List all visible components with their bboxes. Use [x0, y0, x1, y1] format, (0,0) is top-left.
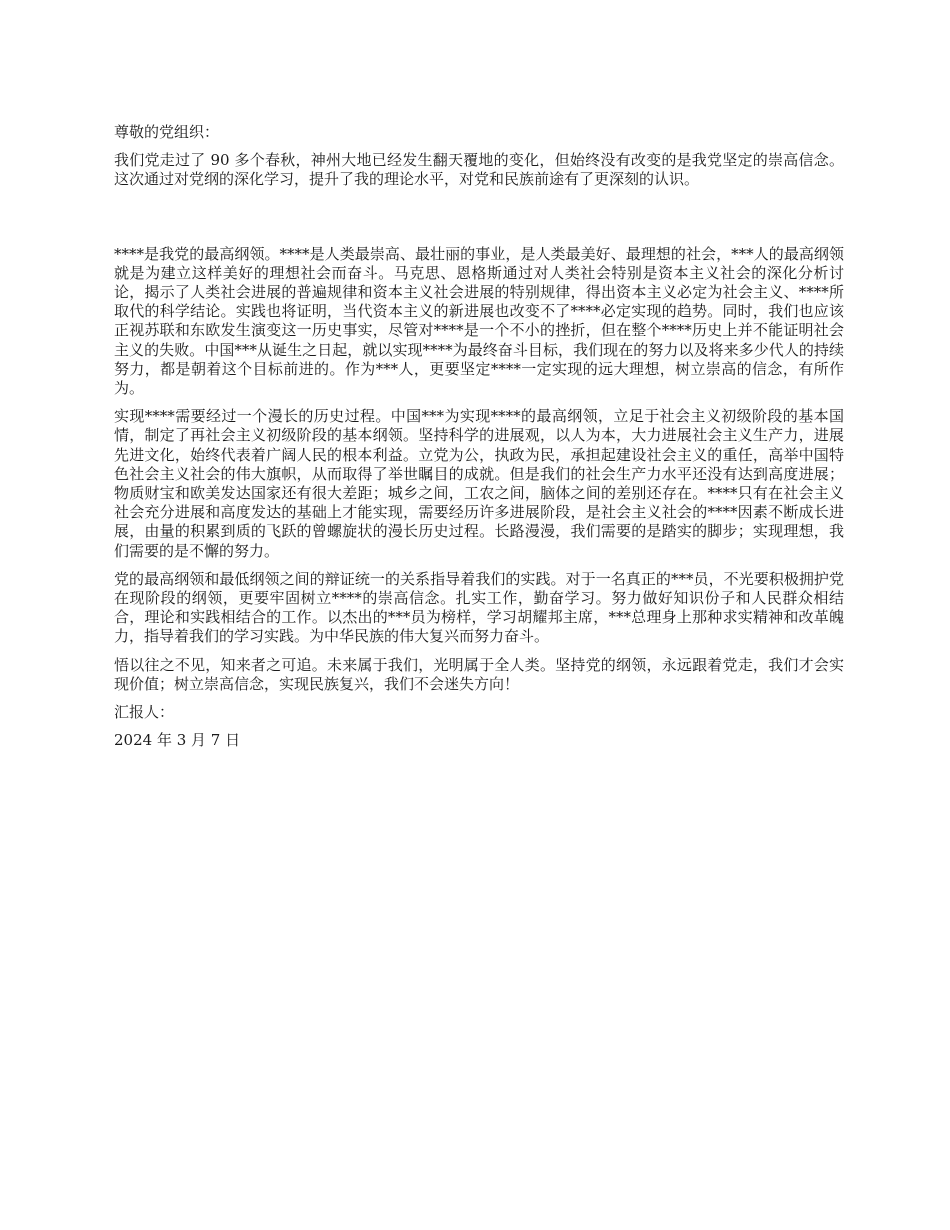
paragraph-highest-program: ****是我党的最高纲领。****是人类最崇高、最壮丽的事业，是人类最美好、最理想的社会，***人的最高纲领就是为建立这样美好的理想社会而奋斗。马克思、恩格斯通过对人类社会特别是资本主义社会的深化分析讨论，揭示了人类社会进展的普遍规律和资本主义社会进展的特别规律，得出资本主义必定为社会主义、****所取代的科学结论。实践也将证明，当代资本主义的新进展也改变不了****必定实现的趋势。同时，我们也应该正视苏联和东欧发生演变这一历史事实，尽管对****是一个不小的挫折，但在整个****历史上并不能证明社会主义的失败。中国***从诞生之日起，就以实现****为最终奋斗目标，我们现在的努力以及将来多少代人的持续努力，都是朝着这个目标前进的。作为***人，更要坚定****一定实现的远大理想，树立崇高的信念，有所作为。: [114, 244, 844, 398]
report-date: 2024 年 3 月 7 日: [114, 731, 241, 750]
paragraph-practice: 党的最高纲领和最低纲领之间的辩证统一的关系指导着我们的实践。对于一名真正的***员，不光要积极拥护党在现阶段的纲领，更要牢固树立****的崇高信念。扎实工作，勤奋学习。努力做好知识份子和人民群众相结合，理论和实践相结合的工作。以杰出的***员为榜样，学习胡耀邦主席，***总理身上那种求实精神和改革魄力，指导着我们的学习实践。为中华民族的伟大复兴而努力奋斗。: [114, 569, 844, 646]
signature-label: 汇报人：: [114, 703, 175, 722]
salutation: 尊敬的党组织：: [114, 123, 220, 141]
paragraph-conclusion: 悟以往之不见，知来者之可追。未来属于我们，光明属于全人类。坚持党的纲领，永远跟着党走，我们才会实现价值；树立崇高信念，实现民族复兴，我们不会迷失方向！: [114, 655, 844, 693]
paragraph-historical-process: 实现****需要经过一个漫长的历史过程。中国***为实现****的最高纲领，立足于社会主义初级阶段的基本国情，制定了再社会主义初级阶段的基本纲领。坚持科学的进展观，以人为本，大力进展社会主义生产力，进展先进文化，始终代表着广阔人民的根本利益。立党为公，执政为民，承担起建设社会主义的重任，高举中国特色社会主义社会的伟大旗帜，从而取得了举世瞩目的成就。但是我们的社会生产力水平还没有达到高度进展；物质财宝和欧美发达国家还有很大差距；城乡之间，工农之间，脑体之间的差别还存在。****只有在社会主义社会充分进展和高度发达的基础上才能实现，需要经历许多进展阶段，是社会主义社会的****因素不断成长进展，由量的积累到质的飞跃的曾螺旋状的漫长历史过程。长路漫漫，我们需要的是踏实的脚步；实现理想，我们需要的是不懈的努力。: [114, 407, 844, 560]
document-body: [114, 123, 844, 759]
paragraph-intro: 我们党走过了 90 多个春秋，神州大地已经发生翻天覆地的变化，但始终没有改变的是我党坚定的崇高信念。这次通过对党纲的深化学习，提升了我的理论水平，对党和民族前途有了更深刻的认识。: [114, 151, 844, 189]
